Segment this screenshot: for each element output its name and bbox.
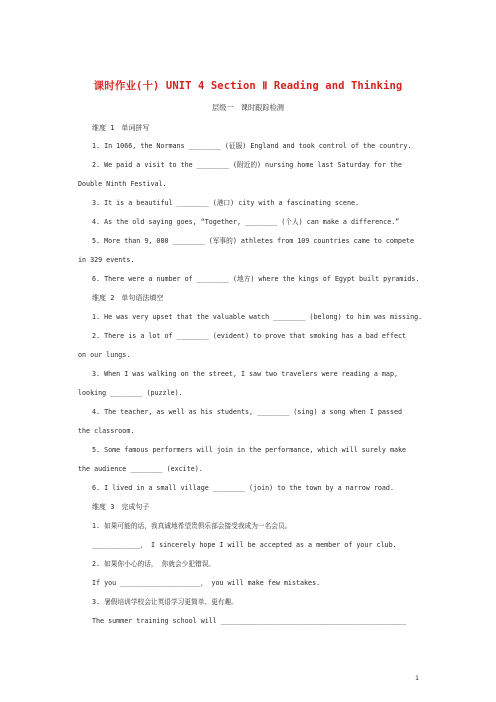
exercise-line: looking ________ (puzzle). <box>78 389 183 397</box>
exercise-line: 6. There were a number of ________ (地方) where the kings of Egypt built pyramids. <box>92 275 420 283</box>
exercise-line: 4. The teacher, as well as his students, ________ (sing) a song when I passed <box>92 408 403 416</box>
exercise-line: 1. 如果可能的话，我真诚地希望贵俱乐部会接受我成为一名会员。 <box>92 522 292 530</box>
exercise-line: 4. As the old saying goes, “Together, ________ (个人) can make a difference.” <box>92 218 400 226</box>
exercise-line: 5. More than 9, 000 ________ (军事的) athletes from 109 countries came to compete <box>92 237 415 245</box>
exercise-line: The summer training school will ______________________________________________ <box>92 617 407 625</box>
exercise-line: ____________， I sincerely hope I will be accepted as a member of your club. <box>92 541 397 549</box>
exercise-line: Double Ninth Festival. <box>78 180 167 188</box>
exercise-line: in 329 events. <box>78 256 135 264</box>
exercise-line: 3. It is a beautiful ________ (港口) city with a fascinating scene. <box>92 199 360 207</box>
exercise-line: on our lungs. <box>78 351 131 359</box>
exercise-line: 5. Some famous performers will join in the performance, which will surely make <box>92 446 407 454</box>
section-heading: 维度 3 完成句子 <box>92 503 150 511</box>
exercise-line: the audience ________ (excite). <box>78 465 203 473</box>
exercise-line: 3. 暑假培训学校会让英语学习更简单、更有趣。 <box>92 598 238 606</box>
exercise-line: 6. I lived in a small village ________ (join) to the town by a narrow road. <box>92 484 394 492</box>
exercise-line: 2. We paid a visit to the ________ (附近的) nursing home last Saturday for the <box>92 161 402 169</box>
exercise-line: 1. He was very upset that the valuable watch ________ (belong) to him was missing. <box>92 313 423 321</box>
page-subtitle: 层级一 课时跟踪检测 <box>212 103 284 112</box>
exercise-line: If you ____________________， you will make few mistakes. <box>92 579 321 587</box>
exercise-line: 1. In 1066, the Normans ________ (征服) England and took control of the country. <box>92 142 412 150</box>
exercise-line: 2. There is a lot of ________ (evident) to prove that smoking has a bad effect <box>92 332 407 340</box>
section-heading: 维度 2 单句语法填空 <box>92 294 164 302</box>
page-number: 1 <box>415 674 419 682</box>
exercise-line: 2. 如果你小心的话， 你就会少犯错误。 <box>92 560 216 568</box>
section-heading: 维度 1 单词拼写 <box>92 124 150 132</box>
page-title: 课时作业(十) UNIT 4 Section Ⅱ Reading and Thinking <box>93 80 403 92</box>
exercise-line: 3. When I was walking on the street, I saw two travelers were reading a map, <box>92 370 398 378</box>
exercise-line: the classroom. <box>78 427 135 435</box>
